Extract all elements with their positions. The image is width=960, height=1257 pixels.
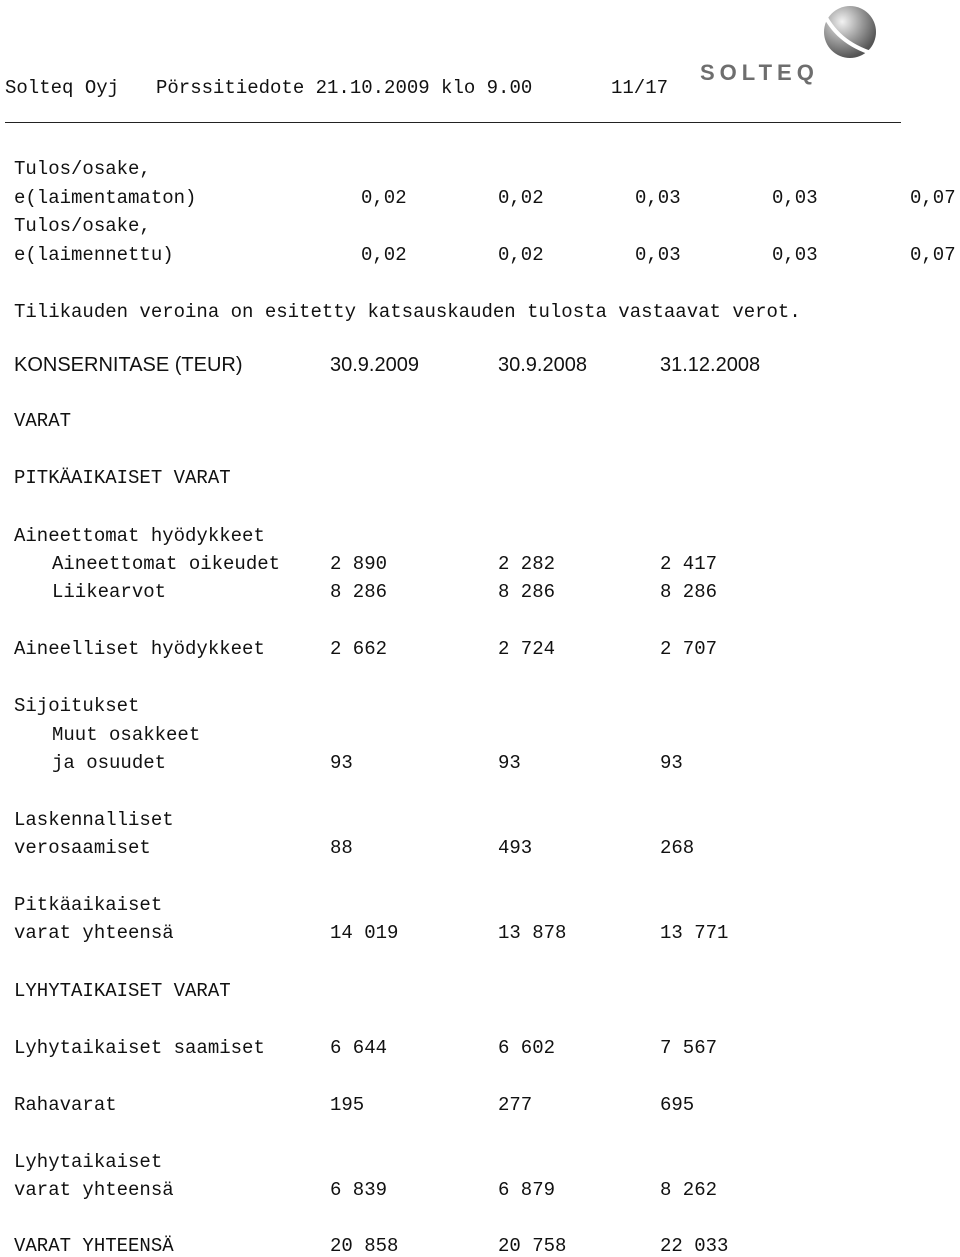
logo-wordmark: SOLTEQ — [700, 60, 819, 85]
tangibles-label: Aineelliset hyödykkeet — [14, 638, 265, 660]
current-heading: LYHYTAIKAISET VARAT — [14, 980, 231, 1002]
tangibles-value: 2 662 — [330, 638, 388, 660]
intangible-rights-value: 2 417 — [660, 553, 718, 575]
noncurrent-total-value: 13 878 — [498, 922, 567, 944]
other-shares-value: 93 — [330, 752, 353, 774]
eps-diluted-label-2: e(laimennettu) — [14, 244, 174, 266]
deferred-tax-label-1: Laskennalliset — [14, 809, 174, 831]
current-total-value: 6 879 — [498, 1179, 556, 1201]
tangibles-value: 2 707 — [660, 638, 718, 660]
noncurrent-total-value: 14 019 — [330, 922, 399, 944]
goodwill-label: Liikearvot — [52, 581, 167, 603]
noncurrent-total-value: 13 771 — [660, 922, 729, 944]
receivables-label: Lyhytaikaiset saamiset — [14, 1037, 265, 1059]
deferred-tax-value: 88 — [330, 837, 353, 859]
noncurrent-total-label-1: Pitkäaikaiset — [14, 894, 163, 916]
intangible-rights-value: 2 890 — [330, 553, 388, 575]
balance-column-header: 30.9.2009 — [330, 354, 419, 376]
other-shares-label-2: ja osuudet — [52, 752, 167, 774]
current-total-label-1: Lyhytaikaiset — [14, 1151, 163, 1173]
deferred-tax-label-2: verosaamiset — [14, 837, 151, 859]
cash-label: Rahavarat — [14, 1094, 117, 1116]
noncurrent-total-label-2: varat yhteensä — [14, 922, 174, 944]
eps-diluted-value: 0,02 — [361, 244, 407, 266]
release-info: Pörssitiedote 21.10.2009 klo 9.00 — [156, 77, 533, 99]
eps-undiluted-value: 0,02 — [498, 187, 544, 209]
balance-column-header: 31.12.2008 — [660, 354, 761, 376]
solteq-logo — [700, 2, 875, 92]
eps-diluted-value: 0,07 — [910, 244, 956, 266]
eps-undiluted-value: 0,02 — [361, 187, 407, 209]
deferred-tax-value: 268 — [660, 837, 695, 859]
goodwill-value: 8 286 — [330, 581, 388, 603]
eps-undiluted-value: 0,03 — [635, 187, 681, 209]
goodwill-value: 8 286 — [498, 581, 556, 603]
intangibles-label: Aineettomat hyödykkeet — [14, 525, 265, 547]
investments-label: Sijoitukset — [14, 695, 140, 717]
deferred-tax-value: 493 — [498, 837, 533, 859]
balance-title: KONSERNITASE (TEUR) — [14, 354, 243, 376]
assets-total-value: 20 858 — [330, 1235, 399, 1257]
receivables-value: 7 567 — [660, 1037, 718, 1059]
intangible-rights-value: 2 282 — [498, 553, 556, 575]
assets-heading: VARAT — [14, 410, 72, 432]
intangible-rights-label: Aineettomat oikeudet — [52, 553, 281, 575]
eps-diluted-value: 0,03 — [635, 244, 681, 266]
company-name: Solteq Oyj — [5, 77, 120, 99]
other-shares-value: 93 — [660, 752, 683, 774]
current-total-label-2: varat yhteensä — [14, 1179, 174, 1201]
header-divider — [5, 122, 901, 123]
eps-diluted-value: 0,03 — [772, 244, 818, 266]
balance-column-header: 30.9.2008 — [498, 354, 587, 376]
eps-undiluted-label-1: Tulos/osake, — [14, 158, 151, 180]
eps-undiluted-value: 0,03 — [772, 187, 818, 209]
goodwill-value: 8 286 — [660, 581, 718, 603]
page-number: 11/17 — [611, 77, 669, 99]
current-total-value: 8 262 — [660, 1179, 718, 1201]
receivables-value: 6 644 — [330, 1037, 388, 1059]
eps-diluted-value: 0,02 — [498, 244, 544, 266]
other-shares-value: 93 — [498, 752, 521, 774]
assets-total-value: 22 033 — [660, 1235, 729, 1257]
other-shares-label-1: Muut osakkeet — [52, 724, 201, 746]
tangibles-value: 2 724 — [498, 638, 556, 660]
eps-undiluted-label-2: e(laimentamaton) — [14, 187, 197, 209]
current-total-value: 6 839 — [330, 1179, 388, 1201]
eps-diluted-label-1: Tulos/osake, — [14, 215, 151, 237]
noncurrent-heading: PITKÄAIKAISET VARAT — [14, 467, 231, 489]
tax-note: Tilikauden veroina on esitetty katsauskauden tulosta vastaavat verot. — [14, 301, 801, 323]
cash-value: 695 — [660, 1094, 695, 1116]
assets-total-value: 20 758 — [498, 1235, 567, 1257]
logo-sphere-icon — [818, 2, 878, 60]
assets-total-label: VARAT YHTEENSÄ — [14, 1235, 174, 1257]
receivables-value: 6 602 — [498, 1037, 556, 1059]
eps-undiluted-value: 0,07 — [910, 187, 956, 209]
cash-value: 195 — [330, 1094, 365, 1116]
cash-value: 277 — [498, 1094, 533, 1116]
